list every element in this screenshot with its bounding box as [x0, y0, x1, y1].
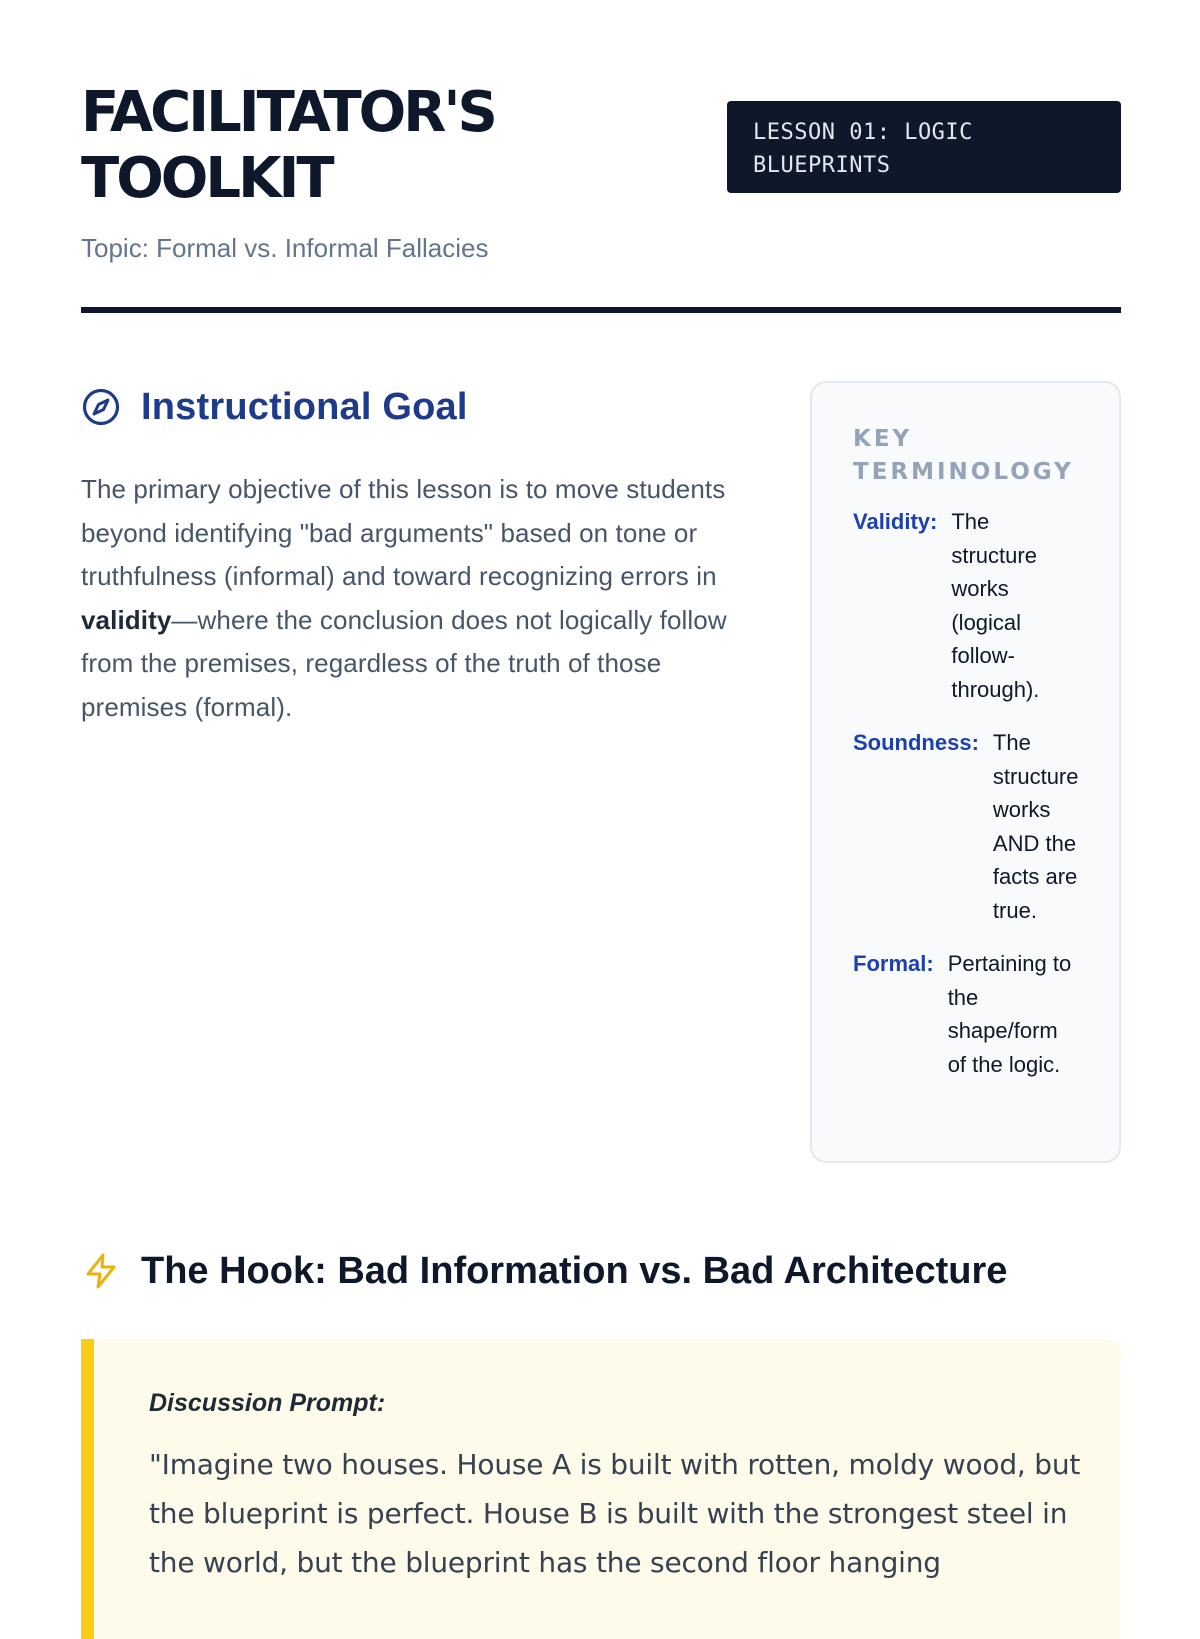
lesson-page [81, 0, 1121, 1579]
header-divider [81, 307, 1121, 313]
instructional-goal-section [81, 380, 761, 729]
goal-text-emphasis: validity [81, 604, 172, 635]
term-definition: Pertaining to the shape/form of the logic. [947, 951, 1072, 1077]
compass-icon [81, 387, 121, 427]
terminology-title: KEY TERMINOLOGY [853, 426, 1074, 485]
term-name: Soundness: [853, 730, 979, 755]
prompt-label: Discussion Prompt: [149, 1389, 386, 1417]
goal-heading-row [81, 380, 761, 434]
goal-heading: Instructional Goal [141, 385, 468, 428]
term-name: Formal: [853, 951, 934, 976]
page-title [81, 80, 495, 212]
goal-text-start: The primary objective of this lesson is to move students beyond identifying "bad arguments" based on tone or truthfulness (informal) and toward recognizing errors in [81, 474, 726, 591]
goal-description [81, 468, 761, 729]
prompt-text: "Imagine two houses. House A is built with rotten, moldy wood, but the blueprint is perfect. House B is built with the strongest steel in the world, but the blueprint has the second floor hanging [149, 1448, 1081, 1579]
lightning-icon [81, 1251, 121, 1291]
hook-heading-row [81, 1244, 1007, 1298]
topic-subtitle: Topic: Formal vs. Informal Fallacies [81, 233, 489, 263]
term-definition: The structure works AND the facts are true. [992, 730, 1079, 923]
hook-heading: The Hook: Bad Information vs. Bad Architecture [141, 1249, 1008, 1292]
title-line-2: TOOLKIT [81, 146, 332, 211]
goal-text-end: —where the conclusion does not logically follow from the premises, regardless of the truth of those premises (formal). [81, 604, 727, 722]
term-definition: The structure works (logical follow-through). [951, 509, 1040, 702]
key-terminology-card [810, 381, 1121, 1163]
lesson-badge: LESSON 01: LOGIC BLUEPRINTS [727, 101, 1121, 193]
term-item-formal [853, 947, 1099, 1081]
term-item-validity [853, 505, 1099, 706]
term-item-soundness [853, 726, 1099, 927]
title-line-1: FACILITATOR'S [81, 80, 495, 145]
term-name: Validity: [853, 509, 938, 534]
page-header [81, 0, 1121, 313]
discussion-prompt-box [81, 1339, 1121, 1639]
